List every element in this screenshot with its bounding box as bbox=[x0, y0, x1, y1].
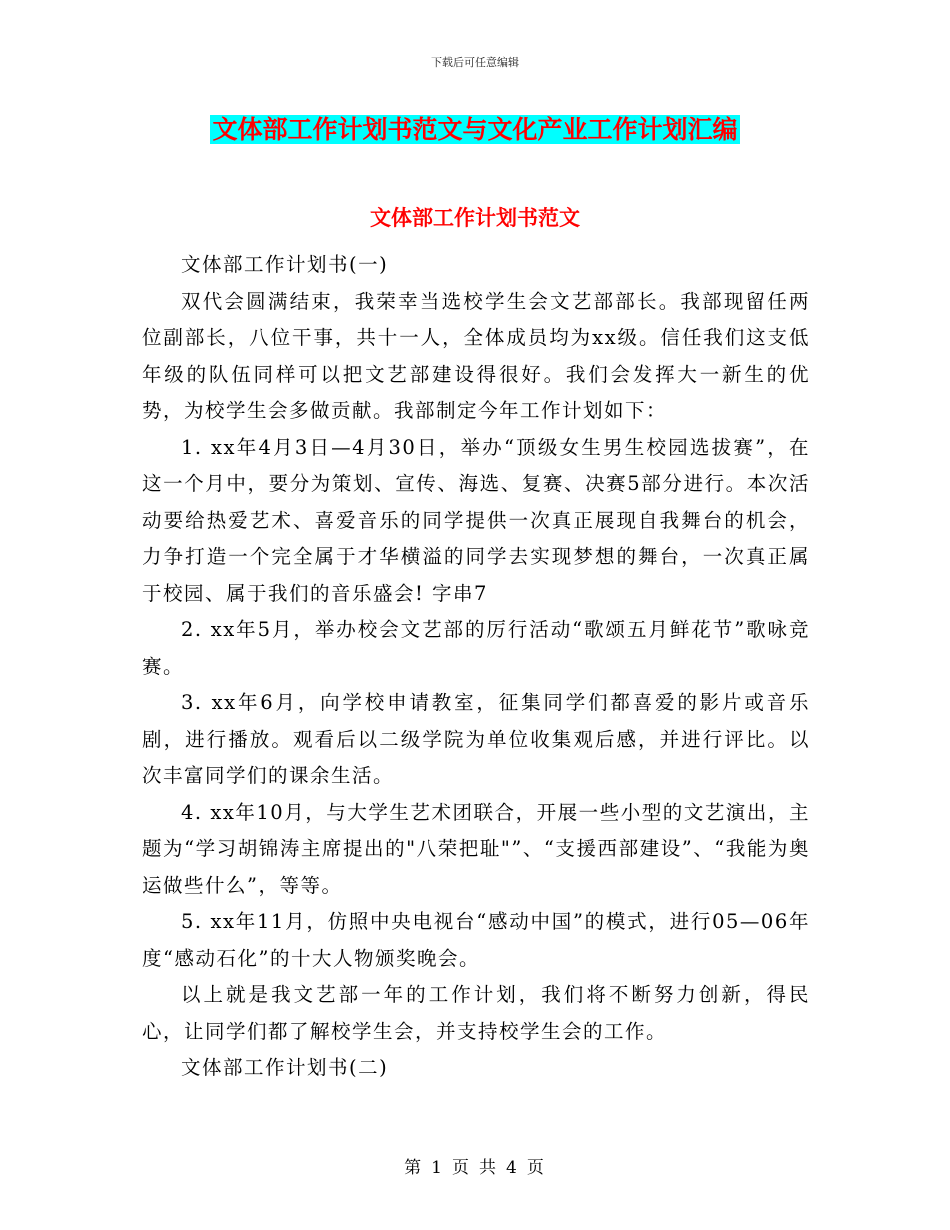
paragraph-heading-1: 文体部工作计划书(一) bbox=[181, 253, 389, 276]
total-pages: 4 bbox=[506, 1158, 519, 1178]
page-suffix: 页 bbox=[526, 1158, 546, 1178]
paragraph-heading-2: 文体部工作计划书(二) bbox=[181, 1056, 389, 1079]
section-title: 文体部工作计划书范文 bbox=[370, 206, 580, 230]
paragraph-item-1: 1. xx年4月3日—4月30日，举办“顶级女生男生校园选拔赛”，在这一个月中，要分为策划、宣传、海选、复赛、决赛5部分进行。本次活动要给热爱艺术、喜爱音乐的同学提供一次真正展现自我舞台的机会，力争打造一个完全属于才华横溢的同学去实现梦想的舞台，一次真正属于校园、属于我们的音乐盛会! 字串7 bbox=[142, 435, 810, 605]
current-page: 1 bbox=[431, 1158, 444, 1178]
document-title-text: 文体部工作计划书范文与文化产业工作计划汇编 bbox=[212, 115, 738, 144]
paragraph-item-2: 2. xx年5月，举办校会文艺部的厉行活动“歌颂五月鲜花节”歌咏竞赛。 bbox=[142, 618, 810, 678]
page-number bbox=[0, 1153, 950, 1178]
document-title bbox=[0, 114, 950, 146]
page-label: 页 bbox=[452, 1158, 471, 1178]
paragraph-intro: 双代会圆满结束，我荣幸当选校学生会文艺部部长。我部现留任两位副部长，八位干事，共十一人，全体成员均为xx级。信任我们这支低年级的队伍同样可以把文艺部建设得很好。我们会发挥大一新生的优势，为校学生会多做贡献。我部制定今年工作计划如下： bbox=[142, 289, 810, 422]
document-body bbox=[142, 247, 810, 1087]
page-prefix: 第 bbox=[404, 1158, 424, 1178]
paragraph-conclusion: 以上就是我文艺部一年的工作计划，我们将不断努力创新，得民心，让同学们都了解校学生会，并支持校学生会的工作。 bbox=[142, 983, 810, 1043]
total-label: 共 bbox=[479, 1158, 498, 1178]
paragraph-item-4: 4. xx年10月，与大学生艺术团联合，开展一些小型的文艺演出，主题为“学习胡锦涛主席提出的"八荣把耻"”、“支援西部建设”、“我能为奥运做些什么”，等等。 bbox=[142, 800, 810, 897]
header-note: 下载后可任意编辑 bbox=[431, 56, 519, 69]
paragraph-item-5: 5. xx年11月，仿照中央电视台“感动中国”的模式，进行05—06年度“感动石化”的十大人物颁奖晚会。 bbox=[142, 910, 810, 970]
paragraph-item-3: 3. xx年6月，向学校申请教室，征集同学们都喜爱的影片或音乐剧，进行播放。观看后以二级学院为单位收集观后感，并进行评比。以次丰富同学们的课余生活。 bbox=[142, 691, 810, 787]
